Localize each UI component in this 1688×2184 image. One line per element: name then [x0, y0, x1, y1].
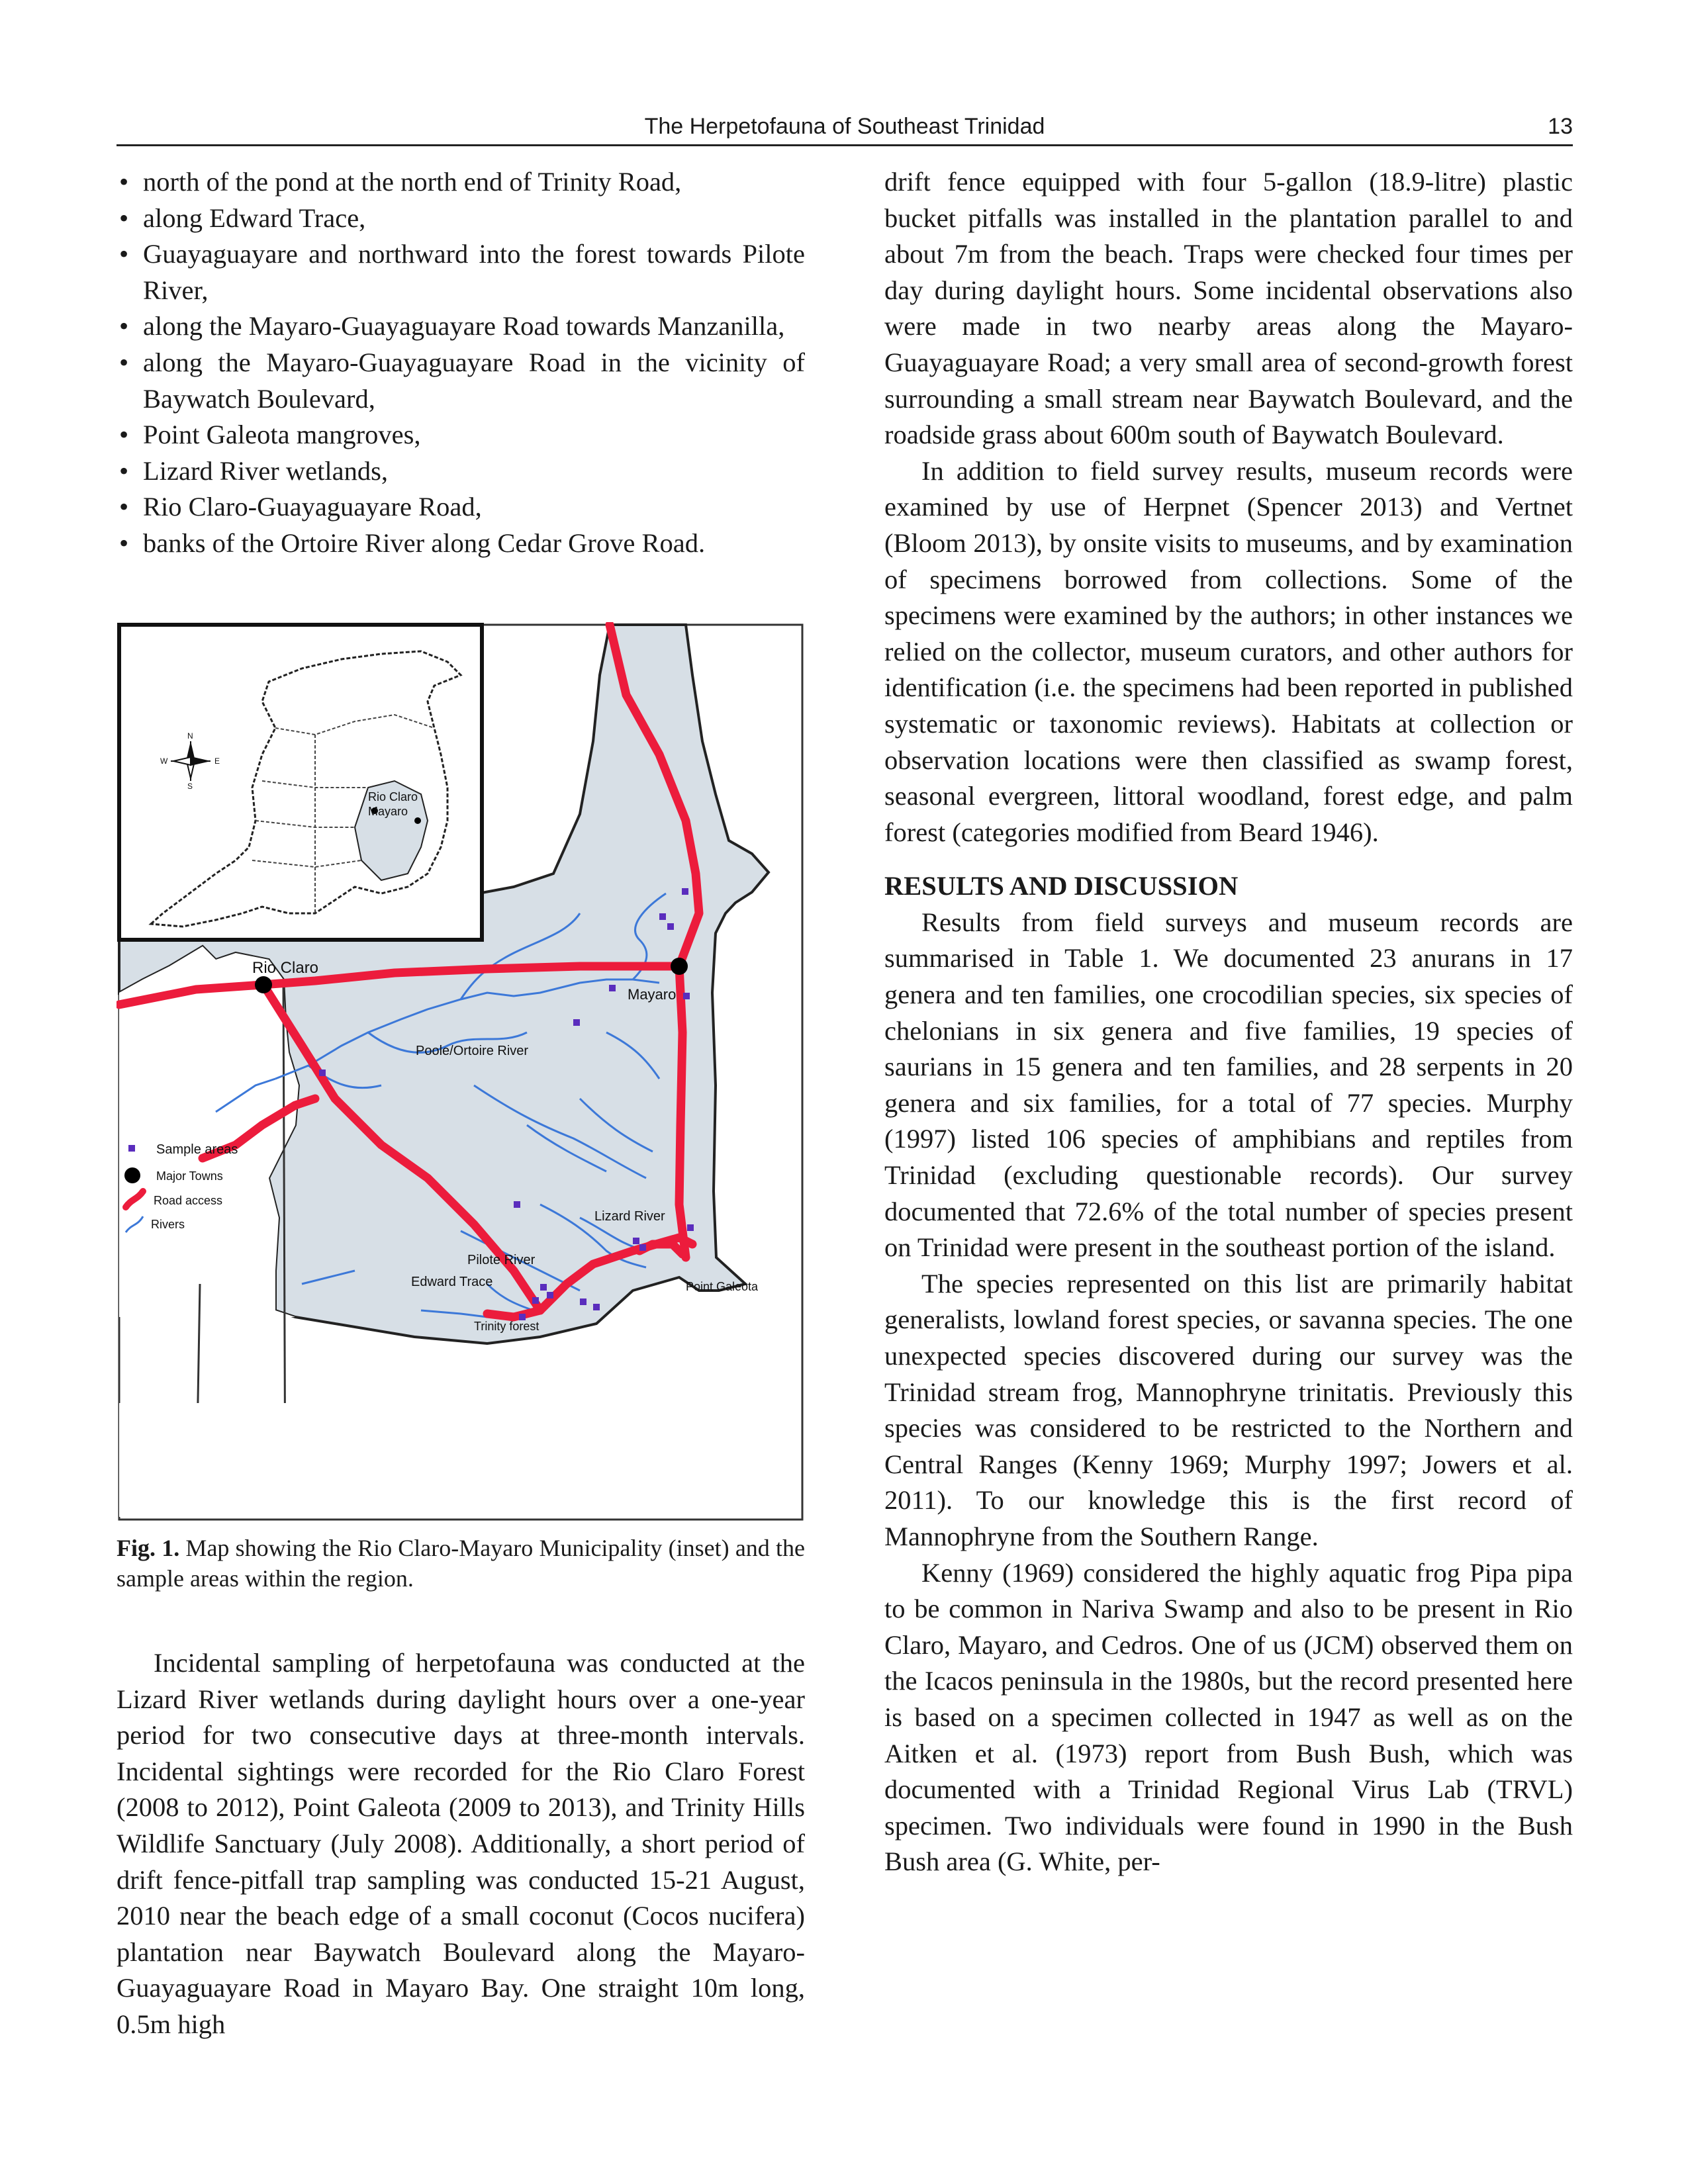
left-column-lower	[117, 1645, 805, 2043]
legend-sample-symbol	[128, 1145, 135, 1152]
list-item: • Point Galeota mangroves,	[117, 417, 805, 453]
legend-town-symbol	[124, 1167, 140, 1183]
label-mayaro: Mayaro	[628, 986, 677, 1003]
list-item: • along Edward Trace,	[117, 201, 805, 237]
paragraph-drift-fence: drift fence equipped with four 5-gallon (18.9-litre) plastic bucket pitfalls was installed in the plantation parallel to and about 7m from the beach. Traps were checked four times per day during daylight hours. Some incidental observations also were made in two nearby areas along the Mayaro-Guayaguayare Road; a very small area of second-growth forest surrounding a small stream near Baywatch Boulevard, and the roadside grass about 600m south of Baywatch Boulevard.	[884, 167, 1573, 450]
legend-sample-areas: Sample areas	[156, 1142, 238, 1157]
label-lizard-river: Lizard River	[594, 1209, 665, 1224]
running-title: The Herpetofauna of Southeast Trinidad	[644, 114, 1045, 139]
right-column	[884, 164, 1573, 1880]
inset-label-mayaro: Mayaro	[368, 805, 408, 818]
inset-map	[119, 625, 482, 940]
compass-s: S	[187, 782, 193, 791]
list-item: • Lizard River wetlands,	[117, 453, 805, 490]
compass-n: N	[187, 731, 193, 741]
legend-road-access: Road access	[154, 1194, 223, 1207]
figure-caption	[117, 1533, 805, 1594]
list-item: • along the Mayaro-Guayaguayare Road in the vicinity of Baywatch Boulevard,	[117, 345, 805, 417]
list-item: • north of the pond at the north end of Trinity Road,	[117, 164, 805, 201]
running-head	[117, 113, 1573, 146]
label-point-galeota: Point Galeota	[686, 1280, 759, 1293]
compass-e: E	[214, 756, 220, 766]
caption-label: Fig. 1.	[117, 1535, 180, 1561]
label-edward-trace: Edward Trace	[411, 1275, 493, 1289]
list-item: • banks of the Ortoire River along Cedar Grove Road.	[117, 525, 805, 562]
list-item: • Rio Claro-Guayaguayare Road,	[117, 489, 805, 525]
town-mayaro	[671, 958, 688, 975]
label-poole-ortoire: Poole/Ortoire River	[416, 1044, 529, 1058]
inset-label-rio-claro: Rio Claro	[368, 790, 418, 803]
map-svg	[117, 622, 805, 1522]
section-heading-results: RESULTS AND DISCUSSION	[884, 871, 1239, 901]
legend-rivers: Rivers	[151, 1218, 185, 1231]
left-column	[117, 164, 805, 562]
paragraph-species: The species represented on this list are primarily habitat generalists, lowland forest species, or savanna species. The one unexpected species discovered during our survey was the Trinidad stream frog, Mannophryne trinitatis. Previously this species was considered to be restricted to the Northern and Central Ranges (Kenny 1969; Murphy 1997; Jowers et al. 2011). To our knowledge this is the first record of Mannophryne from the Southern Range.	[884, 1268, 1573, 1551]
label-rio-claro: Rio Claro	[252, 959, 319, 977]
paragraph-pipa: Kenny (1969) considered the highly aquatic frog Pipa pipa to be common in Nariva Swamp and also to be present in Rio Claro, Mayaro, and Cedros. One of us (JCM) observed them on the Icacos peninsula in the 1980s, but the record presented here is based on a specimen collected in 1947 as well as on the Aitken et al. (1973) report from Bush Bush, which was documented with a Trinidad Regional Virus Lab (TRVL) specimen. Two individuals were found in 1990 in the Bush Bush area (G. White, per-	[884, 1557, 1573, 1877]
label-pilote-river: Pilote River	[467, 1253, 536, 1267]
page-number: 13	[1548, 114, 1573, 139]
list-item: • along the Mayaro-Guayaguayare Road towards Manzanilla,	[117, 308, 805, 345]
list-item: • Guayaguayare and northward into the forest towards Pilote River,	[117, 236, 805, 308]
sample-site-list	[117, 164, 805, 562]
compass-w: W	[160, 756, 168, 766]
paragraph-incidental-sampling: Incidental sampling of herpetofauna was conducted at the Lizard River wetlands during daylight hours over a one-year period for two consecutive days at three-month intervals. Incidental sightings were recorded for the Rio Claro Forest (2008 to 2012), Point Galeota (2009 to 2013), and Trinity Hills Wildlife Sanctuary (July 2008). Additionally, a short period of drift fence-pitfall trap sampling was conducted 15-21 August, 2010 near the beach edge of a small coconut (Cocos nucifera) plantation near Baywatch Boulevard along the Mayaro-Guayaguayare Road in Mayaro Bay. One straight 10m long, 0.5m high	[117, 1648, 805, 2039]
figure-map	[117, 622, 805, 1522]
label-trinity-forest: Trinity forest	[474, 1320, 539, 1333]
caption-text: Map showing the Rio Claro-Mayaro Municipality (inset) and the sample areas within the region.	[117, 1535, 805, 1592]
town-rio-claro	[255, 976, 272, 993]
paragraph-museum-records: In addition to field survey results, museum records were examined by use of Herpnet (Spencer 2013) and Vertnet (Bloom 2013), by onsite visits to museums, and by examination of specimens borrowed from collections. Some of the specimens were examined by the authors; in other instances we relied on the collector, museum curators, and other authors for identification (i.e. the specimens had been reported in published systematic or taxonomic reviews). Habitats at collection or observation locations were then classified as swamp forest, seasonal evergreen, littoral woodland, forest edge, and palm forest (categories modified from Beard 1946).	[884, 455, 1573, 847]
legend-major-towns: Major Towns	[156, 1169, 223, 1183]
paragraph-results: Results from field surveys and museum records are summarised in Table 1. We documented 23 anurans in 17 genera and ten families, one crocodilian species, six species of chelonians in six genera and five families, 19 species of saurians in 15 genera and ten families, and 28 serpents in 20 genera and six families, for a total of 77 species. Murphy (1997) listed 106 species of amphibians and reptiles from Trinidad (excluding questionable records). Our survey documented that 72.6% of the total number of species present on Trinidad were present in the southeast portion of the island.	[884, 907, 1573, 1263]
